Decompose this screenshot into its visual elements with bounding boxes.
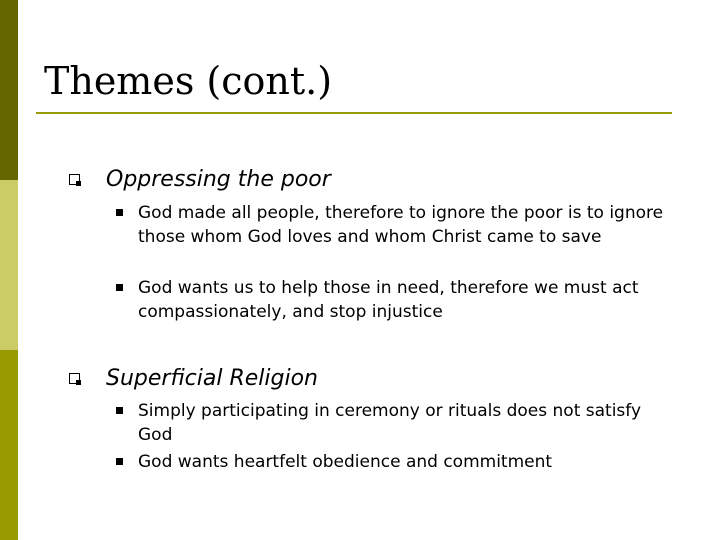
hollow-square-bullet-icon — [69, 373, 80, 384]
filled-square-bullet-icon — [116, 209, 123, 216]
sub-bullet-text: Simply participating in ceremony or rituals does not satisfy God — [138, 401, 642, 445]
side-accent-bar-mid — [0, 350, 18, 540]
side-accent-bar-light — [0, 180, 18, 350]
sub-bullet-text: God wants us to help those in need, therefore we must act compassionately, and stop injustice — [138, 278, 639, 322]
bullet-heading: Oppressing the poor — [106, 167, 331, 192]
filled-square-bullet-icon — [116, 407, 123, 414]
sub-bullet-text: God wants heartfelt obedience and commitment — [138, 452, 553, 472]
title-underline-rule — [36, 112, 672, 114]
filled-square-bullet-icon — [116, 284, 123, 291]
side-accent-bar-dark — [0, 0, 18, 180]
hollow-square-bullet-icon — [69, 174, 80, 185]
bullet-heading: Superficial Religion — [106, 366, 318, 391]
sub-bullet-text: God made all people, therefore to ignore the poor is to ignore those whom God loves and whom Christ came to save — [138, 203, 664, 247]
filled-square-bullet-icon — [116, 458, 123, 465]
slide-title: Themes (cont.) — [44, 59, 333, 103]
